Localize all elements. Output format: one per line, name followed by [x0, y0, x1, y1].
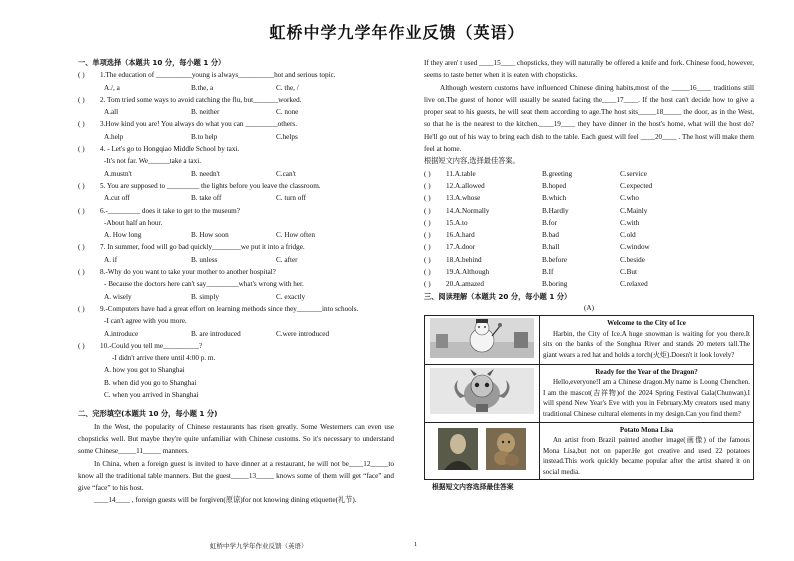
- mc-question: [78, 143, 394, 180]
- cloze-paragraph-4: If they aren' t used ____15____ chopsticks, they will naturally be offered a knife and fork. Chinese food, however, seems to taste better when it is eaten with chopsticks.: [424, 59, 754, 80]
- option-b: B.Hardly: [542, 206, 569, 215]
- option-a: A. wisely: [104, 292, 132, 301]
- cloze-option-row: [424, 229, 754, 241]
- cloze-option-row: [424, 241, 754, 253]
- page-title: 虹桥中学九学年作业反馈（英语）: [269, 23, 525, 42]
- option-b: B. neither: [191, 108, 220, 117]
- option-a: 16.A.hard: [446, 231, 475, 240]
- answer-bracket[interactable]: ( ): [424, 231, 431, 240]
- ad-title: Welcome to the City of Ice: [607, 318, 686, 327]
- option-b: B.hoped: [542, 181, 567, 190]
- cloze-option-list: [424, 168, 754, 291]
- right-column: [424, 57, 754, 494]
- option-c: C.But: [620, 268, 637, 277]
- option-b: B.boring: [542, 280, 568, 289]
- ad-body: Harbin, the City of Ice.A huge snowman is waiting for you there.It sits on the banks of the Songhua River and stands 20 meters tall.The giant wears a red hat and holds a torch(火炬).Doesn't it look lovely?: [543, 329, 750, 359]
- answer-bracket[interactable]: ( ): [78, 95, 85, 104]
- option-b: B.If: [542, 268, 554, 277]
- question-stem: 2. Tom tried some ways to avoid catching the flu, but_______worked.: [100, 95, 302, 104]
- option-a: 18.A.behind: [446, 255, 482, 264]
- option-a: A.all: [104, 108, 119, 117]
- question-stem: 4. - Let's go to Hongqiao Middle School by taxi.: [100, 145, 240, 154]
- option-c: C.can't: [276, 169, 296, 178]
- cloze-paragraph-2: In China, when a foreign guest is invited to have dinner at a restaurant, he will not be____12_____to know all the traditional table manners. But the guest_____13_____ knows some of them will get “face” and give “face” to his host.: [78, 459, 394, 493]
- question-stem: 7. In summer, food will go bad quickly________we put it into a fridge.: [100, 243, 305, 252]
- cloze-paragraph-5: Although western customs have influenced Chinese dining habits,most of the _____16____ traditions still live on.The guest of honor will usually be seated facing the____17____. If the host can't decide how to give a proper seat to his guests, he will seat them according to age.The host sits_____18_____ the door, as in the West, so that he is the nearest to the kitchen.____19____ they have dinner in the host's home, what will the host do? He'll go out of his way to bring each dish to the table. Each guest will feel ____20____ . The host will make them feel at home.: [424, 83, 754, 154]
- option-a: 17.A.door: [446, 243, 476, 252]
- option-b: B.bad: [542, 231, 559, 240]
- option-c: C. How often: [276, 231, 315, 240]
- option-c: C. none: [276, 108, 299, 117]
- answer-bracket[interactable]: ( ): [424, 169, 431, 178]
- option-c: C.old: [620, 231, 636, 240]
- answer-bracket[interactable]: ( ): [78, 120, 85, 129]
- ad-body: Hello,everyone!I am a Chinese dragon.My name is Loong Chenchen. I am the mascot(吉祥物)of the 2024 Spring Festival Gala(Chunwan).I will spend New Year's Eve with you in February.My creators used many traditional Chinese cultural elements in my design.Can you find them?: [543, 378, 750, 418]
- option-a: A.mustn't: [104, 169, 132, 178]
- answer-bracket[interactable]: ( ): [78, 304, 85, 313]
- ad-text-ice-city: [540, 315, 754, 364]
- mc-question-list: [78, 69, 394, 340]
- option-c: C.service: [620, 169, 647, 178]
- option-c: C.Mainly: [620, 206, 648, 215]
- answer-bracket[interactable]: ( ): [424, 268, 431, 277]
- answer-bracket[interactable]: ( ): [78, 268, 85, 277]
- mona-lisa-image-icon: [430, 426, 534, 472]
- mc-question: [78, 266, 394, 303]
- mc-question: [78, 303, 394, 340]
- option-c: C. turn off: [276, 194, 307, 203]
- option-b: B. needn't: [191, 169, 220, 178]
- ad-row-mona-lisa: [425, 422, 754, 480]
- option-b: B.which: [542, 194, 567, 203]
- question-stem: 1.The education of __________young is always__________hot and serious topic.: [100, 71, 336, 80]
- mc-question-10: [78, 340, 394, 401]
- option-c: C.beside: [620, 255, 645, 264]
- part3-heading: 三、阅读理解（本题共 20 分，每小题 1 分）: [424, 291, 572, 301]
- mc-question: [78, 241, 394, 266]
- option-a: A./, a: [104, 83, 120, 92]
- option-c: C. the, /: [276, 83, 299, 92]
- mc-question: [78, 69, 394, 94]
- option-c: C.who: [620, 194, 639, 203]
- answer-bracket[interactable]: ( ): [424, 206, 431, 215]
- option-c: C. when you arrived in Shanghai: [104, 391, 199, 400]
- answer-bracket[interactable]: ( ): [78, 341, 85, 350]
- answer-bracket[interactable]: ( ): [424, 243, 431, 252]
- option-a: 20.A.amazed: [446, 280, 484, 289]
- option-c: C. after: [276, 255, 298, 264]
- option-b: B.to help: [191, 132, 218, 141]
- answer-bracket[interactable]: ( ): [78, 71, 85, 80]
- question-stem-line2: -I didn't arrive there until 4:00 p. m.: [112, 354, 216, 363]
- option-c: C.window: [620, 243, 650, 252]
- option-a: A. how you got to Shanghai: [104, 366, 185, 375]
- option-b: B.before: [542, 255, 567, 264]
- ad-title: Ready for the Year of the Dragon?: [595, 367, 698, 376]
- cloze-option-row: [424, 278, 754, 290]
- option-a: 14.A.Normally: [446, 206, 490, 215]
- option-a: 11.A.table: [446, 169, 476, 178]
- question-stem-line2: -It's not far. We______take a taxi.: [104, 157, 201, 166]
- ad-text-mona-lisa: [540, 422, 754, 480]
- answer-bracket[interactable]: ( ): [78, 181, 85, 190]
- option-a: A. if: [104, 255, 118, 264]
- option-b: B.for: [542, 218, 557, 227]
- option-b: B. How soon: [191, 231, 229, 240]
- cloze-paragraph-1: In the West, the popularity of Chinese restaurants has risen greatly. Some Westerners can even use chopsticks well. But maybe they're quite unfamiliar with Chinese customs. So it's necessary to understand some Chinese_____11_____ manners.: [78, 422, 394, 456]
- option-b: B. take off: [191, 194, 222, 203]
- ad-row-ice-city: [425, 315, 754, 364]
- mc-question: [78, 94, 394, 119]
- answer-bracket[interactable]: ( ): [78, 243, 85, 252]
- cloze-option-row: [424, 168, 754, 180]
- option-c: C.helps: [276, 132, 298, 141]
- option-a: A.help: [104, 132, 124, 141]
- option-b: B. unless: [191, 255, 218, 264]
- option-b: B. simply: [191, 292, 219, 301]
- passage-label: (A): [584, 303, 594, 312]
- option-b: B.the, a: [191, 83, 214, 92]
- question-stem: 9.-Computers have had a great effort on learning methods since they_______into schools.: [100, 304, 359, 313]
- cloze-paragraph-3: ____14____ , foreign guests will be forgiven(原谅)for not knowing dining etiquette(礼节).: [94, 496, 357, 505]
- option-c: C. exactly: [276, 292, 306, 301]
- question-stem: 10.-Could you tell me__________?: [100, 341, 203, 350]
- cloze-instruction: 根据短文内容,选择最佳答案。: [424, 156, 520, 166]
- question-stem: 6.-_________ does it take to get to the museum?: [100, 206, 240, 215]
- question-stem: 5. You are supposed to _________ the lights before you leave the classroom.: [100, 181, 321, 190]
- part2-heading: 二、完形填空(本题共 10 分，每小题 1 分): [78, 409, 218, 419]
- question-stem: 3.How kind you are! You always do what you can _________others.: [100, 120, 298, 129]
- option-a: 19.A.Although: [446, 268, 490, 277]
- mc-question: [78, 180, 394, 205]
- option-b: B.greeting: [542, 169, 573, 178]
- answer-bracket[interactable]: ( ): [424, 280, 431, 289]
- question-stem-line2: -I can't agree with you more.: [104, 317, 187, 326]
- option-a: A.cut off: [104, 194, 130, 203]
- option-a: A. How long: [104, 231, 142, 240]
- answer-bracket[interactable]: ( ): [424, 181, 431, 190]
- answer-bracket[interactable]: ( ): [78, 145, 85, 154]
- reading-ad-table: [424, 315, 754, 481]
- dragon-image-icon: [430, 368, 534, 414]
- cloze-option-row: [424, 180, 754, 192]
- question-stem: 8.-Why do you want to take your mother to another hospital?: [100, 268, 276, 277]
- option-a: 13.A.whose: [446, 194, 481, 203]
- snowman-photo: [425, 315, 540, 364]
- reading-instruction: 根据短文内容选择最佳答案: [432, 483, 514, 492]
- snowman-image-icon: [430, 318, 534, 358]
- dragon-photo: [425, 364, 540, 422]
- cloze-option-row: [424, 192, 754, 204]
- cloze-option-row: [424, 205, 754, 217]
- option-a: A.introduce: [104, 329, 139, 338]
- question-stem-line2: -About half an hour.: [104, 218, 163, 227]
- option-c: C.relaxed: [620, 280, 648, 289]
- answer-bracket[interactable]: ( ): [78, 206, 85, 215]
- mc-question: [78, 205, 394, 242]
- page-number: 1: [414, 541, 418, 548]
- option-b: B. are introduced: [191, 329, 241, 338]
- option-c: C.were introduced: [276, 329, 330, 338]
- footer-text: 虹桥中学九学年作业反馈（英语）: [210, 542, 308, 550]
- option-b: B.hall: [542, 243, 560, 252]
- option-b: B. when did you go to Shanghai: [104, 378, 197, 387]
- ad-body: An artist from Brazil painted another image(画像) of the famous Mona Lisa,but not on paper.He got creative and used 22 potatoes instead.This work quickly became popular after the artist shared it on social media.: [543, 436, 750, 476]
- mc-question: [78, 118, 394, 143]
- ad-text-dragon: [540, 364, 754, 422]
- option-c: C.with: [620, 218, 640, 227]
- answer-bracket[interactable]: ( ): [424, 255, 431, 264]
- option-c: C.expected: [620, 181, 653, 190]
- option-a: 15.A.to: [446, 218, 468, 227]
- cloze-option-row: [424, 266, 754, 278]
- answer-bracket[interactable]: ( ): [424, 218, 431, 227]
- left-column: [78, 57, 394, 507]
- answer-bracket[interactable]: ( ): [424, 194, 431, 203]
- mona-lisa-photo: [425, 422, 540, 480]
- part1-heading: 一、单项选择（本题共 10 分，每小题 1 分）: [78, 58, 226, 67]
- ad-title: Potato Mona Lisa: [619, 425, 674, 434]
- question-stem-line2: - Because the doctors here can't say_________what's wrong with her.: [104, 280, 304, 289]
- option-a: 12.A.allowed: [446, 181, 485, 190]
- cloze-option-row: [424, 254, 754, 266]
- ad-row-dragon: [425, 364, 754, 422]
- cloze-option-row: [424, 217, 754, 229]
